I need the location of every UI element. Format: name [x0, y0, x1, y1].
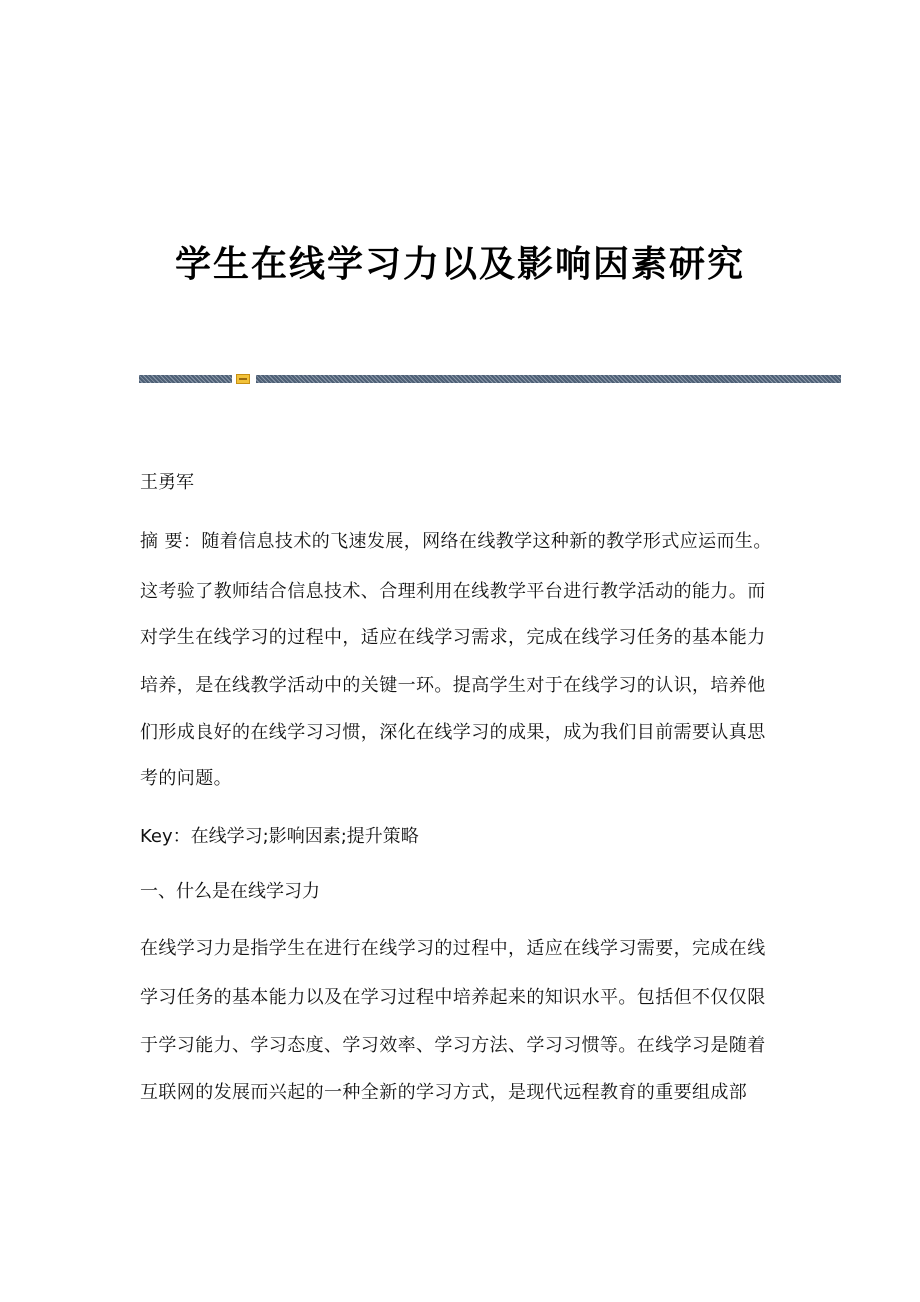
title-divider — [139, 374, 841, 384]
body-line: 学习任务的基本能力以及在学习过程中培养起来的知识水平。包括但不仅仅限 — [140, 987, 766, 1008]
divider-ornament-icon — [236, 374, 250, 384]
abstract-line: 培养，是在线教学活动中的关键一环。提高学生对于在线学习的认识，培养他 — [140, 675, 766, 696]
divider-bar-right — [256, 375, 841, 383]
body-line: 于学习能力、学习态度、学习效率、学习方法、学习习惯等。在线学习是随着 — [140, 1035, 766, 1056]
divider-bar-left — [139, 375, 232, 383]
paper-title: 学生在线学习力以及影响因素研究 — [174, 243, 745, 286]
author-name: 王勇军 — [140, 472, 194, 493]
abstract-line: 对学生在线学习的过程中，适应在线学习需求，完成在线学习任务的基本能力 — [140, 627, 766, 648]
abstract-line: 考的问题。 — [140, 768, 232, 789]
abstract-line: 这考验了教师结合信息技术、合理利用在线教学平台进行教学活动的能力。而 — [140, 581, 766, 602]
keywords-label: Key： — [140, 826, 191, 847]
body-line: 互联网的发展而兴起的一种全新的学习方式，是现代远程教育的重要组成部 — [140, 1082, 748, 1103]
keywords — [140, 824, 780, 849]
abstract-line: 摘 要：随着信息技术的飞速发展，网络在线教学这种新的教学形式应运而生。 — [140, 531, 772, 552]
body-line: 在线学习力是指学生在进行在线学习的过程中，适应在线学习需要，完成在线 — [140, 938, 766, 959]
section-heading: 一、什么是在线学习力 — [140, 881, 320, 902]
keywords-terms: 在线学习;影响因素;提升策略 — [190, 826, 419, 847]
abstract-line: 们形成良好的在线学习习惯，深化在线学习的成果，成为我们目前需要认真思 — [140, 722, 766, 743]
